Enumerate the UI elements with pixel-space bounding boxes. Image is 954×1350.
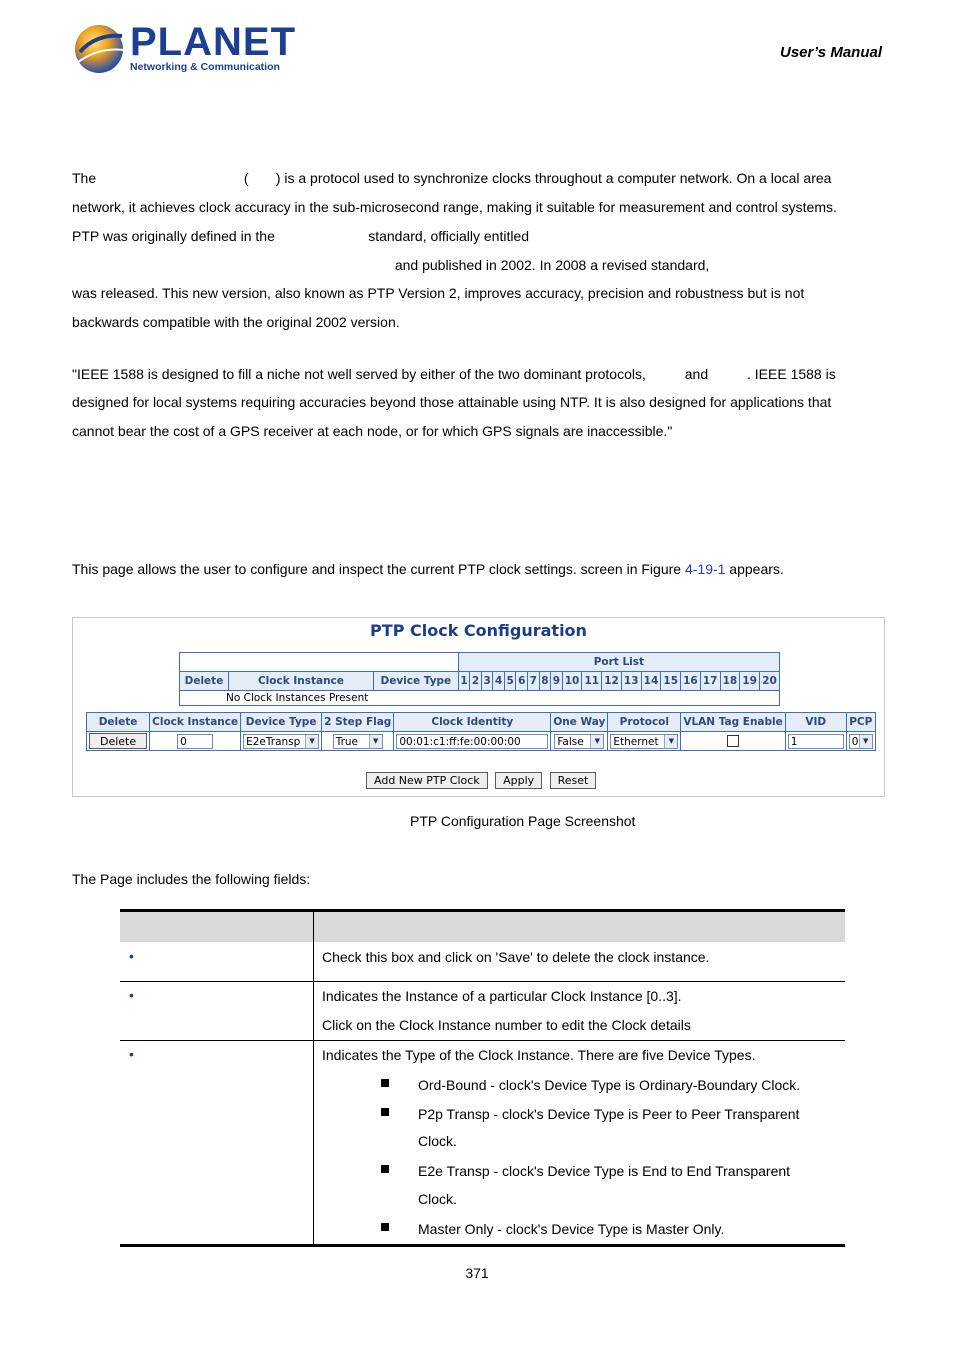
page-description — [72, 561, 784, 577]
col-clock-instance: Clock Instance — [228, 672, 373, 691]
device-type-item: Ord-Bound - clock's Device Type is Ordinary-Boundary Clock. — [418, 1077, 801, 1093]
square-bullet-icon — [381, 1223, 389, 1231]
intro-paragraph — [72, 170, 887, 350]
port-header-19: 19 — [740, 672, 760, 691]
port-header-16: 16 — [681, 672, 701, 691]
chevron-down-icon: ▼ — [859, 735, 872, 748]
square-bullet-icon — [381, 1108, 389, 1116]
quote-line: "IEEE 1588 is designed to fill a niche not well served by either of the two dominant protocols, and . IEEE 1588 is — [72, 366, 836, 382]
config-col-pcp: PCP — [846, 713, 875, 732]
vid-cell — [785, 732, 846, 751]
clock-identity-input[interactable]: 00:01:c1:ff:fe:00:00:00 — [396, 734, 548, 749]
quote-line: cannot bear the cost of a GPS receiver at each node, or for which GPS signals are inaccessible." — [72, 423, 673, 439]
port-header-14: 14 — [641, 672, 661, 691]
intro-line: backwards compatible with the original 2002 version. — [72, 314, 400, 330]
port-header-2: 2 — [470, 672, 482, 691]
no-instances-message: No Clock Instances Present — [180, 691, 780, 706]
col-delete: Delete — [180, 672, 229, 691]
manual-label: User’s Manual — [780, 44, 882, 61]
square-bullet-icon — [381, 1079, 389, 1087]
column-divider — [313, 912, 314, 1245]
reset-button[interactable]: Reset — [550, 772, 597, 789]
intro-line: was released. This new version, also known as PTP Version 2, improves accuracy, precision and robustness but is not — [72, 285, 805, 301]
figure-link[interactable]: 4-19-1 — [684, 561, 726, 577]
chevron-down-icon: ▼ — [369, 735, 382, 748]
page-description-text: This page allows the user to configure and inspect the current PTP clock settings. screen in Figure — [72, 561, 685, 577]
config-col-vlan-tag-enable: VLAN Tag Enable — [681, 713, 785, 732]
port-header-6: 6 — [516, 672, 528, 691]
clock-instance-cell — [150, 732, 241, 751]
row-description: Indicates the Type of the Clock Instance. There are five Device Types. — [322, 1047, 756, 1063]
pcp-value: 0 — [851, 735, 859, 748]
chevron-down-icon: ▼ — [590, 735, 603, 748]
col-device-type: Device Type — [373, 672, 458, 691]
port-header-9: 9 — [551, 672, 563, 691]
one-way-select[interactable] — [554, 734, 604, 749]
port-header-20: 20 — [760, 672, 780, 691]
device-type-item-cont: Clock. — [418, 1133, 457, 1149]
port-header-11: 11 — [582, 672, 602, 691]
vlan-tag-cell — [681, 732, 785, 751]
device-type-item: E2e Transp - clock's Device Type is End to End Transparent — [418, 1163, 791, 1179]
port-header-10: 10 — [562, 672, 582, 691]
protocol-select[interactable] — [610, 734, 678, 749]
port-header-8: 8 — [539, 672, 551, 691]
row-description: Check this box and click on 'Save' to delete the clock instance. — [322, 949, 710, 965]
chevron-down-icon: ▼ — [305, 735, 318, 748]
pcp-select[interactable] — [849, 734, 873, 749]
intro-line: PTP was originally defined in the standard, officially entitled — [72, 228, 530, 244]
port-header-12: 12 — [602, 672, 622, 691]
port-list-header: Port List — [458, 653, 779, 672]
ptp-config-screenshot — [72, 617, 885, 797]
one-way-cell — [551, 732, 608, 751]
config-col-delete: Delete — [87, 713, 150, 732]
config-col-protocol: Protocol — [608, 713, 681, 732]
intro-line: and published in 2002. In 2008 a revised standard, — [72, 257, 710, 273]
apply-button[interactable]: Apply — [495, 772, 542, 789]
two-step-cell — [322, 732, 394, 751]
port-header-7: 7 — [528, 672, 540, 691]
config-col-two-step-flag: 2 Step Flag — [322, 713, 394, 732]
vlan-tag-enable-checkbox[interactable] — [727, 735, 739, 747]
device-type-select[interactable] — [243, 734, 319, 749]
chevron-down-icon: ▼ — [664, 735, 677, 748]
delete-cell — [87, 732, 150, 751]
clock-identity-cell — [394, 732, 551, 751]
row-description: Click on the Clock Instance number to edit the Clock details — [322, 1017, 691, 1033]
protocol-value: Ethernet — [613, 735, 659, 748]
clock-instance-input[interactable]: 0 — [177, 734, 213, 749]
logo-subtitle: Networking & Communication — [130, 61, 280, 73]
fields-table — [120, 909, 845, 1249]
clock-instance-summary-table — [179, 652, 780, 706]
device-type-item: P2p Transp - clock's Device Type is Peer to Peer Transparent — [418, 1106, 800, 1122]
blank-header-cell — [180, 653, 459, 672]
delete-button[interactable]: Delete — [89, 733, 147, 749]
port-header-5: 5 — [504, 672, 516, 691]
fields-intro: The Page includes the following fields: — [72, 871, 311, 887]
port-header-18: 18 — [720, 672, 740, 691]
row-divider — [120, 981, 845, 982]
logo-wordmark: PLANET — [130, 20, 296, 64]
two-step-value: True — [335, 735, 359, 748]
device-type-value: E2eTransp — [246, 735, 301, 748]
port-header-3: 3 — [481, 672, 493, 691]
device-type-item: Master Only - clock's Device Type is Master Only. — [418, 1221, 725, 1237]
page-description-tail: appears. — [725, 561, 784, 577]
port-header-13: 13 — [621, 672, 641, 691]
row-bullet: • — [129, 948, 134, 964]
pcp-cell — [846, 732, 875, 751]
device-type-item-cont: Clock. — [418, 1191, 457, 1207]
row-bullet: • — [129, 1046, 134, 1062]
config-col-clock-identity: Clock Identity — [394, 713, 551, 732]
row-description: Indicates the Instance of a particular Clock Instance [0..3]. — [322, 988, 682, 1004]
clock-config-table — [86, 712, 876, 751]
port-header-4: 4 — [493, 672, 505, 691]
device-type-cell — [241, 732, 322, 751]
quote-line: designed for local systems requiring accuracies beyond those attainable using NTP. It is also designed for applications that — [72, 394, 832, 410]
page-number: 371 — [465, 1265, 489, 1281]
one-way-value: False — [557, 735, 584, 748]
figure-caption: PTP Configuration Page Screenshot — [410, 813, 636, 829]
table-bottom-rule — [120, 1244, 845, 1247]
square-bullet-icon — [381, 1165, 389, 1173]
intro-line: The ( ) is a protocol used to synchronize clocks throughout a computer network. On a local area — [72, 170, 832, 186]
protocol-cell — [608, 732, 681, 751]
quote-paragraph — [72, 366, 887, 456]
config-col-one-way: One Way — [551, 713, 608, 732]
port-header-1: 1 — [458, 672, 470, 691]
port-header-17: 17 — [700, 672, 720, 691]
intro-line: network, it achieves clock accuracy in the sub-microsecond range, making it suitable for measurement and control systems. — [72, 199, 837, 215]
vid-input[interactable]: 1 — [788, 734, 844, 749]
add-new-ptp-clock-button[interactable]: Add New PTP Clock — [366, 772, 488, 789]
two-step-flag-select[interactable] — [333, 734, 383, 749]
port-header-15: 15 — [661, 672, 681, 691]
action-buttons — [366, 771, 596, 789]
config-col-clock-instance: Clock Instance — [150, 713, 241, 732]
config-col-device-type: Device Type — [241, 713, 322, 732]
ptp-clock-configuration-title: PTP Clock Configuration — [370, 621, 587, 640]
row-divider — [120, 1040, 845, 1041]
row-bullet: • — [129, 987, 134, 1003]
config-col-vid: VID — [785, 713, 846, 732]
fields-table-header — [120, 909, 845, 942]
